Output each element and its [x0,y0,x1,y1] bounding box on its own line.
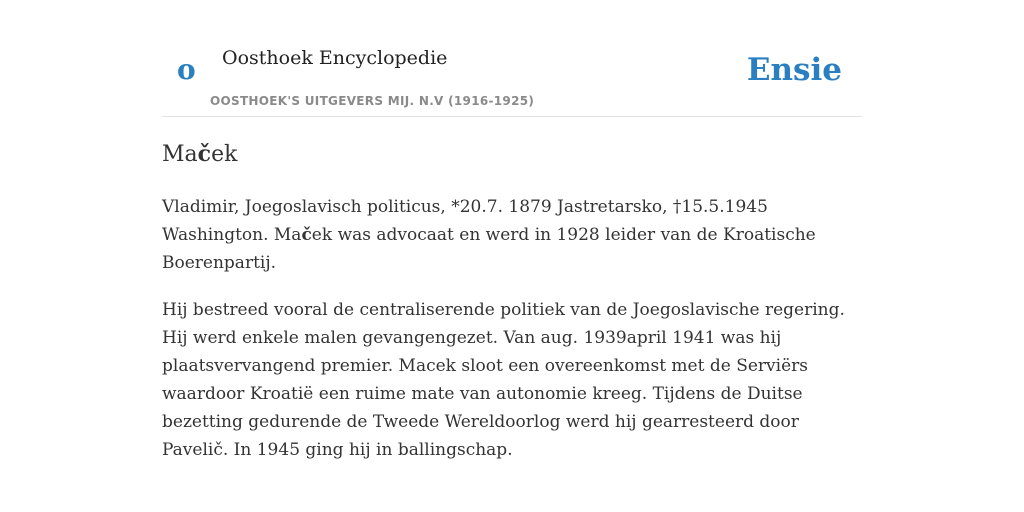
entry-content [162,138,867,464]
site-title-link[interactable]: Oosthoek Encyclopedie [222,47,448,69]
entry-title [162,138,867,171]
paragraph-1-bold: č [301,225,312,245]
entry-title-suffix: ek [211,142,238,167]
entry-title-prefix: Ma [162,142,198,167]
ensie-brand-link[interactable]: Ensie [746,52,842,88]
entry-title-bold: č [197,141,212,167]
entry-paragraph-1 [162,193,867,277]
site-header [162,0,862,117]
paragraph-1-part-a: Vladimir, Joegoslavisch politicus, *20.7. 1879 Jastretarsko, †15.5.1945 Washington. Ma [162,197,768,245]
entry-paragraph-2: Hij bestreed vooral de centraliserende politiek van de Joegoslavische regering. Hij werd enkele malen gevangengezet. Van aug. 1939april 1941 was hij plaatsvervangend premier. Macek sloot een overeenkomst met de Serviërs waardoor Kroatië een ruime mate van autonomie kreeg. Tijdens de Duitse bezetting gedurende de Tweede Wereldoorlog werd hij gearresteerd door Pavelič. In 1945 ging hij in ballingschap. [162,300,845,460]
logo-icon[interactable]: o [177,53,196,86]
publisher-subtitle: OOSTHOEK'S UITGEVERS MIJ. N.V (1916-1925) [210,94,535,108]
paragraph-1-part-b: ek was advocaat en werd in 1928 leider van de Kroatische Boerenpartij. [162,225,816,273]
